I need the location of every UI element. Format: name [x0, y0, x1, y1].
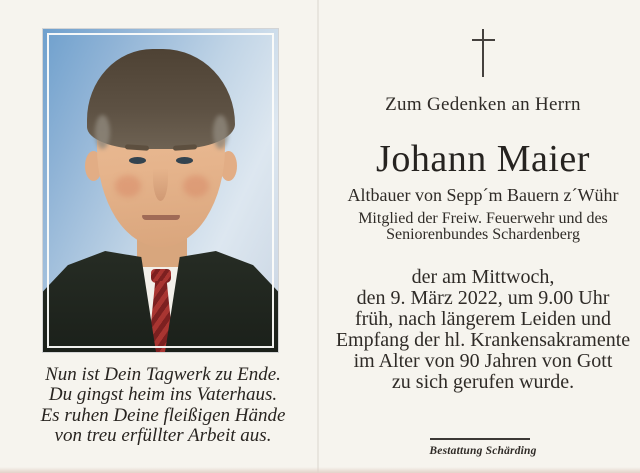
- obituary-line: im Alter von 90 Jahren von Gott: [353, 350, 613, 372]
- cross-icon: [472, 29, 495, 77]
- poem-line: von treu erfüllter Arbeit aus.: [54, 425, 272, 447]
- memorial-poem: [28, 365, 298, 447]
- cross-icon-wrap: [325, 29, 640, 77]
- obituary-text: [325, 267, 640, 393]
- photo-inner-border: [47, 33, 274, 348]
- obituary-line: früh, nach längerem Leiden und: [354, 308, 611, 330]
- obituary-line: Empfang der hl. Krankensakramente: [335, 329, 631, 351]
- card-fold-line: [317, 0, 319, 473]
- membership-line: Mitglied der Freiw. Feuerwehr und des: [358, 210, 608, 227]
- portrait-photo: [43, 29, 278, 352]
- memorial-greeting: Zum Gedenken an Herrn: [385, 94, 581, 115]
- funeral-home-divider: [430, 438, 530, 440]
- poem-line: Nun ist Dein Tagwerk zu Ende.: [45, 364, 281, 385]
- poem-line: Du gingst heim ins Vaterhaus.: [48, 384, 278, 406]
- deceased-name: Johann Maier: [376, 138, 590, 180]
- funeral-home-name: Bestattung Schärding: [429, 445, 537, 457]
- membership-line: Seniorenbundes Schardenberg: [386, 226, 580, 243]
- obituary-line: der am Mittwoch,: [411, 266, 555, 288]
- membership-block: [325, 211, 640, 243]
- scan-bottom-edge: [0, 467, 640, 473]
- obituary-line: zu sich gerufen wurde.: [391, 371, 575, 393]
- obituary-line: den 9. März 2022, um 9.00 Uhr: [356, 287, 610, 309]
- deceased-title: Altbauer von Sepp´m Bauern z´Wühr: [347, 185, 619, 205]
- poem-line: Es ruhen Deine fleißigen Hände: [40, 404, 286, 426]
